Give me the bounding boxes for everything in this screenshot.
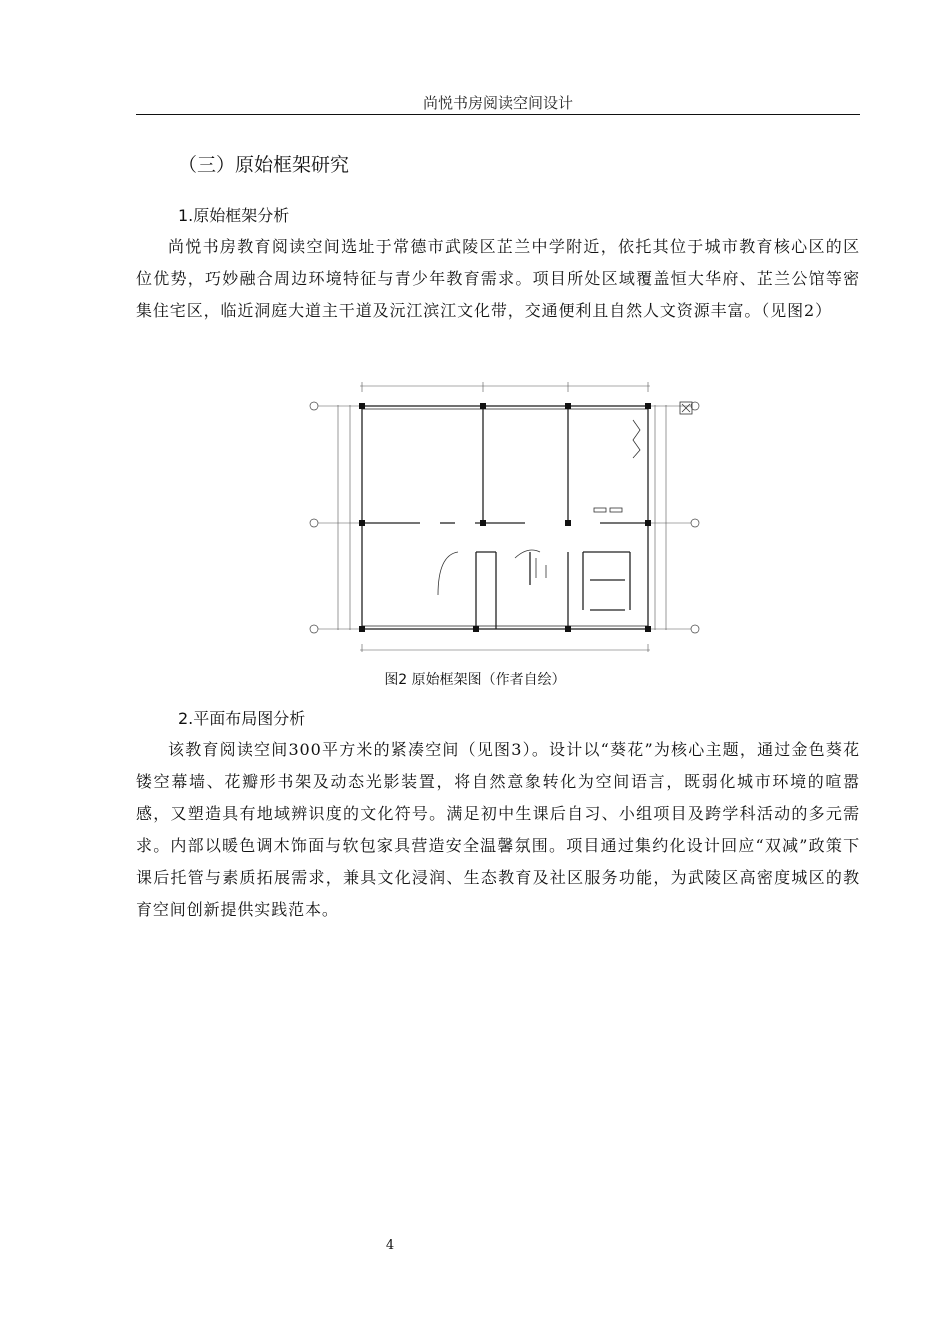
- subsection-heading-1: 1.原始框架分析: [178, 206, 290, 225]
- columns: [359, 403, 651, 632]
- running-header: 尚悦书房阅读空间设计: [422, 94, 573, 112]
- figure-caption: 图2 原始框架图（作者自绘）: [384, 672, 566, 688]
- page-number: 4: [385, 1238, 395, 1253]
- dimension-lines: [314, 382, 695, 652]
- paragraph-2: 该教育阅读空间300平方米的紧凑空间（见图3）。设计以“葵花”为核心主题，通过金色葵花镂空幕墙、花瓣形书架及动态光影装置，将自然意象转化为空间语言，既弱化城市环境的喧嚣感，又塑造具有地域辨识度的文化符号。满足初中生课后自习、小组项目及跨学科活动的多元需求。内部以暖色调木饰面与软包家具营造安全温馨氛围。项目通过集约化设计回应“双减”政策下课后托管与素质拓展需求，兼具文化浸润、生态教育及社区服务功能，为武陵区高密度城区的教育空间创新提供实践范本。: [136, 740, 860, 919]
- section-heading: （三）原始框架研究: [178, 154, 350, 176]
- walls: [362, 406, 648, 629]
- floor-plan-figure: [300, 380, 705, 652]
- axis-bubbles: [310, 402, 699, 633]
- subsection-heading-2: 2.平面布局图分析: [178, 709, 306, 728]
- paragraph-1: 尚悦书房教育阅读空间选址于常德市武陵区芷兰中学附近，依托其位于城市教育核心区的区位优势，巧妙融合周边环境特征与青少年教育需求。项目所处区域覆盖恒大华府、芷兰公馆等密集住宅区，临近洞庭大道主干道及沅江滨江文化带，交通便利且自然人文资源丰富。（见图2）: [136, 237, 860, 320]
- header-rule: [136, 114, 860, 115]
